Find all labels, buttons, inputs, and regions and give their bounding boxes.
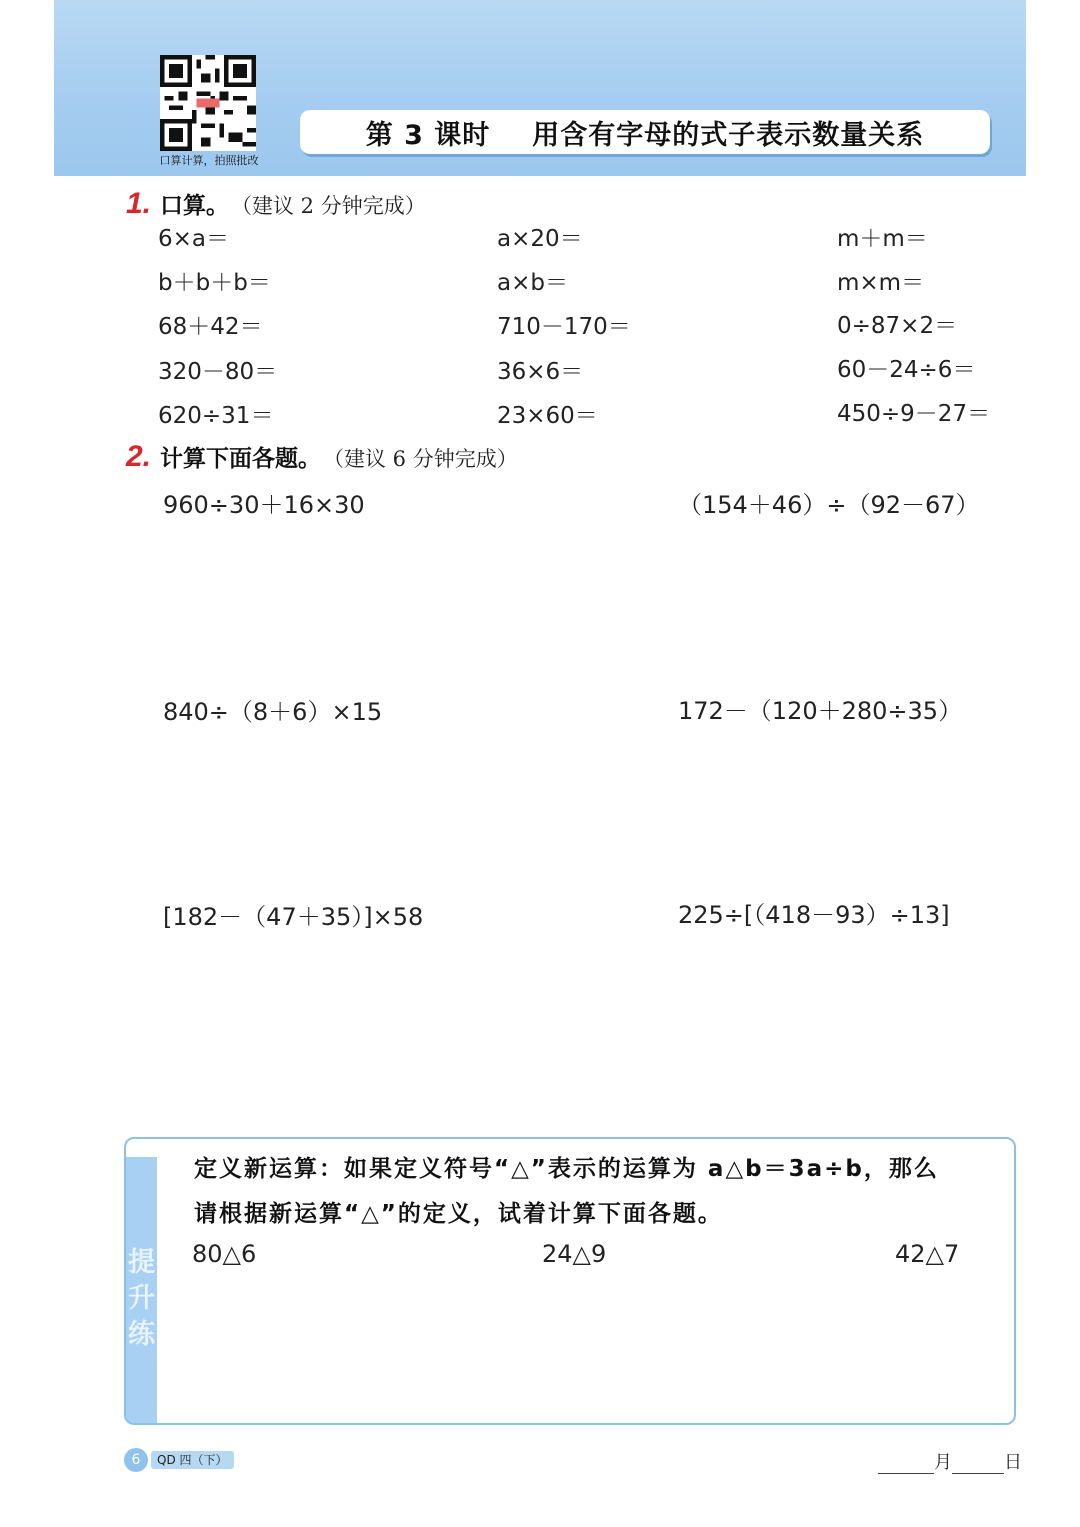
oral-problem: 710－170＝: [497, 314, 631, 340]
month-label: 月: [934, 1452, 952, 1473]
section-2-number: 2.: [126, 440, 152, 473]
oral-problem: 450÷9－27＝: [837, 401, 991, 427]
bonus-problem: 24△9: [542, 1240, 607, 1268]
lesson-title: 用含有字母的式子表示数量关系: [532, 119, 925, 151]
section-1-number: 1.: [126, 187, 152, 220]
qr-caption: 口算计算，拍照批改: [159, 154, 259, 167]
section-1-heading: [126, 187, 426, 221]
oral-problem: m×m＝: [837, 270, 925, 296]
calc-problem: 225÷[（418－93）÷13]: [678, 901, 950, 929]
lesson-label: 第 3 课时: [365, 119, 491, 151]
page-number: 6: [124, 1448, 148, 1472]
oral-problem: 6×a＝: [158, 226, 229, 252]
edition-tag: QD 四（下）: [151, 1451, 234, 1469]
oral-problem: 23×60＝: [497, 403, 598, 429]
oral-problem: 0÷87×2＝: [837, 313, 958, 339]
calc-problem: 960÷30＋16×30: [163, 491, 365, 519]
bonus-side-strip: [126, 1157, 157, 1423]
oral-problem: a×20＝: [497, 226, 583, 252]
bonus-side-label: 提升练: [128, 1247, 155, 1350]
oral-problem: 68＋42＝: [158, 314, 263, 340]
oral-problem: b＋b＋b＝: [158, 270, 271, 296]
section-2-title: 计算下面各题。: [160, 446, 321, 472]
day-label: 日: [1004, 1452, 1022, 1473]
oral-problem: 620÷31＝: [158, 403, 274, 429]
oral-problem: a×b＝: [497, 270, 568, 296]
month-blank[interactable]: [878, 1453, 934, 1474]
bonus-definition-line1: 定义新运算：如果定义符号“△”表示的运算为 a△b＝3a÷b，那么: [194, 1156, 939, 1182]
qr-code-icon[interactable]: [160, 55, 256, 151]
oral-problem: 320－80＝: [158, 359, 278, 385]
section-1-hint: （建议 2 分钟完成）: [231, 194, 426, 218]
bonus-problem: 80△6: [192, 1240, 257, 1268]
calc-problem: 172－（120＋280÷35）: [678, 697, 963, 725]
section-2-hint: （建议 6 分钟完成）: [323, 447, 518, 471]
section-2-heading: [126, 440, 518, 474]
lesson-title-bar: [300, 110, 990, 154]
bonus-definition-line2: 请根据新运算“△”的定义，试着计算下面各题。: [194, 1201, 723, 1227]
calc-problem: （154＋46）÷（92－67）: [678, 491, 980, 519]
oral-problem: 60－24÷6＝: [837, 357, 976, 383]
oral-problem: 36×6＝: [497, 359, 584, 385]
day-blank[interactable]: [952, 1453, 1004, 1474]
calc-problem: 840÷（8＋6）×15: [163, 698, 383, 726]
calc-problem: [182－（47＋35）]×58: [163, 903, 424, 931]
bonus-problem: 42△7: [895, 1240, 960, 1268]
oral-problem: m＋m＝: [837, 226, 928, 252]
date-field: [878, 1448, 1022, 1474]
section-1-title: 口算。: [160, 193, 229, 219]
